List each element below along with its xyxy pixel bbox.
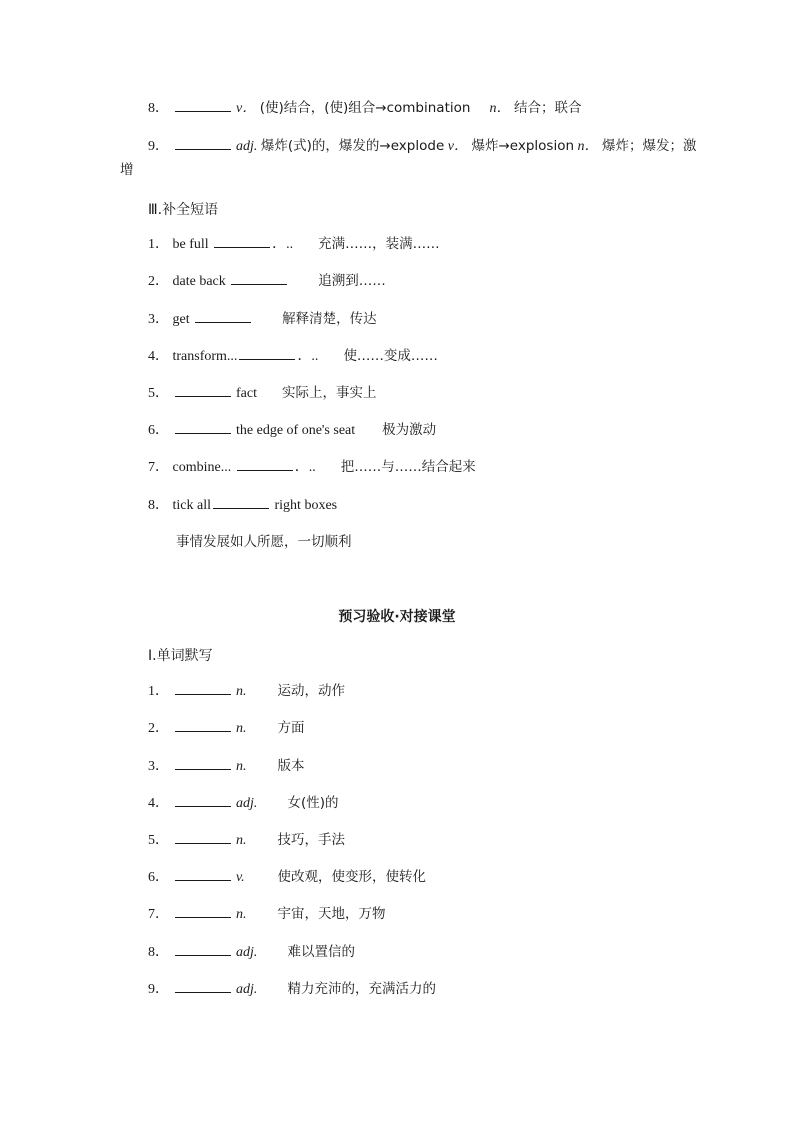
item-number: 4． (148, 796, 169, 811)
item-number: 3． (148, 312, 169, 327)
section-heading-dictation: Ⅰ.单词默写 (148, 648, 213, 664)
phrase-suffix: fact (236, 386, 257, 401)
part-of-speech: adj. (236, 139, 258, 154)
section-heading-phrases: Ⅲ.补全短语 (148, 202, 219, 218)
phrase-meaning: 充满……，装满…… (318, 236, 440, 252)
part-of-speech: adj. (236, 796, 258, 811)
answer-blank[interactable] (175, 681, 231, 695)
phrase-suffix: ．.. (294, 460, 316, 475)
word-item-8 (148, 98, 581, 119)
answer-blank[interactable] (231, 271, 287, 285)
part-of-speech: n. (236, 833, 247, 848)
answer-blank[interactable] (214, 234, 270, 248)
section-title: 预习验收·对接课堂 (338, 609, 456, 625)
item-number: 9． (148, 982, 169, 997)
item-number: 1． (148, 684, 169, 699)
phrase-meaning: 把……与……结合起来 (340, 459, 476, 475)
part-of-speech-3: n． (577, 139, 599, 154)
phrase-suffix: the edge of one's seat (236, 423, 356, 438)
word-meaning: 版本 (277, 758, 305, 774)
answer-blank[interactable] (175, 867, 231, 881)
item-number: 9． (148, 139, 169, 154)
phrase-prefix: date back (172, 274, 226, 289)
item-number: 2． (148, 274, 169, 289)
item-number: 5． (148, 833, 169, 848)
item-number: 3． (148, 759, 169, 774)
phrase-prefix: combine... (172, 460, 232, 475)
answer-blank[interactable] (175, 420, 231, 434)
part-of-speech-2: n． (489, 101, 511, 116)
phrase-prefix: transform... (172, 349, 238, 364)
dictation-item-9 (148, 979, 436, 1000)
item-number: 7． (148, 907, 169, 922)
part-of-speech: adj. (236, 945, 258, 960)
answer-blank[interactable] (175, 830, 231, 844)
dictation-item-5 (148, 830, 345, 851)
phrase-suffix: ．.. (272, 237, 294, 252)
item-number: 6． (148, 423, 169, 438)
word-meaning: 宇宙，天地，万物 (277, 906, 386, 922)
phrase-item-4 (148, 346, 438, 367)
answer-blank[interactable] (175, 98, 231, 112)
part-of-speech: n. (236, 684, 247, 699)
phrase-suffix: ．.. (297, 349, 319, 364)
phrase-item-3 (148, 309, 377, 330)
phrase-meaning: 追溯到…… (318, 273, 386, 289)
dictation-item-7 (148, 904, 386, 925)
phrase-meaning: 解释清楚，传达 (282, 311, 377, 327)
phrase-item-6 (148, 420, 436, 441)
word-meaning: 难以置信的 (287, 944, 355, 960)
item-number: 7． (148, 460, 169, 475)
item-number: 5． (148, 386, 169, 401)
dictation-item-2 (148, 718, 305, 739)
dictation-item-6 (148, 867, 426, 888)
word-meaning: (使)结合，(使)组合→combination (259, 100, 471, 116)
answer-blank[interactable] (175, 942, 231, 956)
word-meaning: 方面 (277, 720, 305, 736)
phrase-meaning: 极为激动 (382, 422, 437, 438)
answer-blank[interactable] (213, 495, 269, 509)
word-meaning: 使改观，使变形，使转化 (277, 869, 426, 885)
part-of-speech: n. (236, 721, 247, 736)
answer-blank[interactable] (175, 136, 231, 150)
phrase-meaning: 实际上，事实上 (281, 385, 377, 401)
dictation-item-3 (148, 756, 305, 777)
item-number: 8． (148, 101, 169, 116)
answer-blank[interactable] (195, 309, 251, 323)
word-meaning: 女(性)的 (287, 795, 339, 811)
phrase-item-8 (148, 495, 337, 516)
word-meaning-2: 结合；联合 (513, 100, 582, 116)
dictation-item-8 (148, 942, 355, 963)
phrase-item-2 (148, 271, 386, 292)
phrase-item-5 (148, 383, 376, 404)
part-of-speech: adj. (236, 982, 258, 997)
phrase-prefix: be full (172, 237, 209, 252)
answer-blank[interactable] (175, 383, 231, 397)
dictation-item-4 (148, 793, 339, 814)
word-meaning: 爆炸(式)的，爆发的→explode (260, 138, 445, 154)
word-item-9-continuation: 增 (120, 162, 134, 178)
item-number: 8． (148, 498, 169, 513)
dictation-item-1 (148, 681, 345, 702)
item-number: 8． (148, 945, 169, 960)
answer-blank[interactable] (239, 346, 295, 360)
phrase-prefix: tick all (172, 498, 211, 513)
phrase-item-8-meaning: 事情发展如人所愿，一切顺利 (176, 534, 352, 550)
answer-blank[interactable] (175, 904, 231, 918)
part-of-speech: v． (236, 101, 257, 116)
answer-blank[interactable] (175, 979, 231, 993)
word-meaning-3: 爆炸；爆发；激 (602, 138, 697, 154)
phrase-suffix: right boxes (274, 498, 338, 513)
answer-blank[interactable] (237, 457, 293, 471)
word-meaning: 运动，动作 (277, 683, 345, 699)
phrase-meaning: 使……变成…… (343, 348, 438, 364)
part-of-speech: n. (236, 907, 247, 922)
part-of-speech-2: v． (447, 139, 468, 154)
answer-blank[interactable] (175, 756, 231, 770)
phrase-item-1 (148, 234, 440, 255)
answer-blank[interactable] (175, 793, 231, 807)
phrase-prefix: get (172, 312, 190, 327)
part-of-speech: v. (236, 870, 245, 885)
item-number: 2． (148, 721, 169, 736)
word-meaning-2: 爆炸→explosion (471, 138, 575, 154)
word-meaning: 技巧，手法 (277, 832, 345, 848)
item-number: 1． (148, 237, 169, 252)
word-meaning: 精力充沛的，充满活力的 (287, 981, 436, 997)
answer-blank[interactable] (175, 718, 231, 732)
item-number: 6． (148, 870, 169, 885)
word-item-9 (148, 136, 697, 157)
part-of-speech: n. (236, 759, 247, 774)
item-number: 4． (148, 349, 169, 364)
phrase-item-7 (148, 457, 476, 478)
